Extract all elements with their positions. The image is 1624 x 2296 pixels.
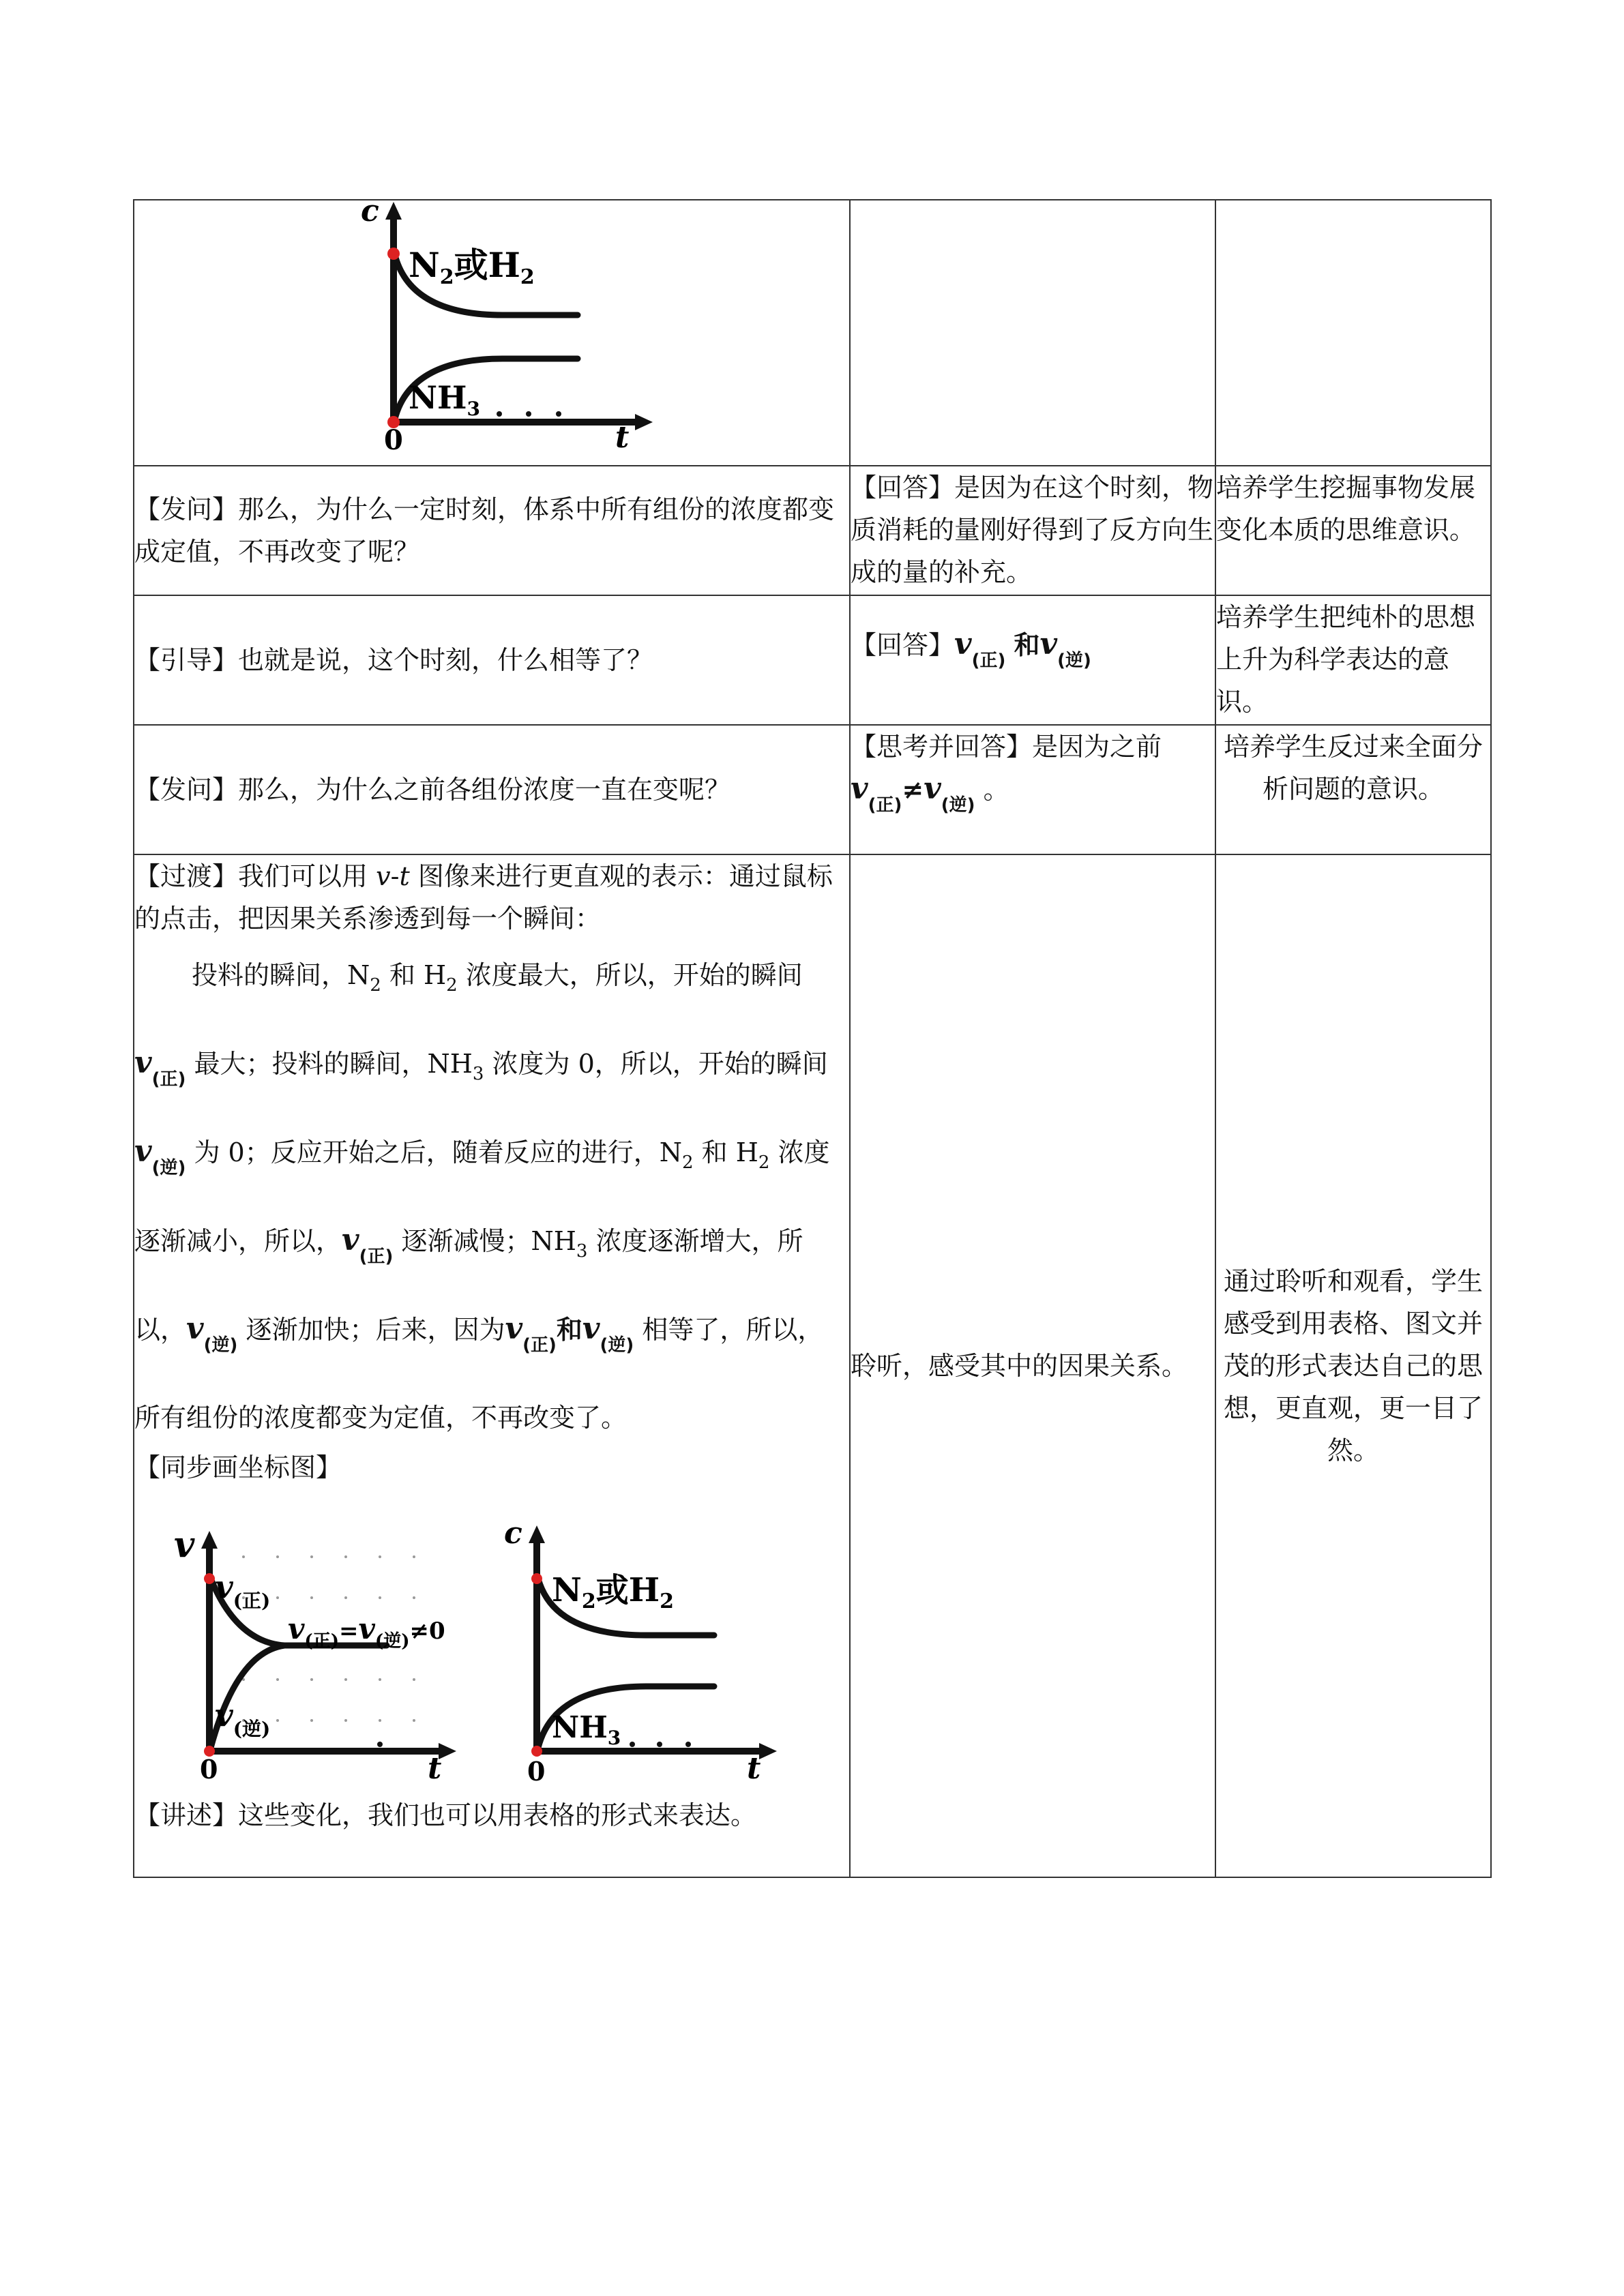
explain-paragraph: 【讲述】这些变化，我们也可以用表格的形式来表达。 [134, 1800, 757, 1830]
vt-forward-label: $v_{(正)}$ [215, 1568, 271, 1612]
vt-equilibrium-label: $v_{(正)}=v_{(逆)}\ne 0$ [288, 1612, 445, 1652]
teacher-cell [134, 854, 850, 1877]
rate-symbol: v [1039, 627, 1058, 661]
student-cell: 【回答】$v_{(正)}$ 和$v_{(逆)}$ [850, 595, 1215, 725]
ct-graph-small [489, 1516, 789, 1789]
transition-paragraph: 【过渡】我们可以用 v-t 图像来进行更直观的表示：通过鼠标的点击，把因果关系渗透到每一个瞬间： [134, 861, 833, 934]
ct-small-bottom-label: $NH_3$ [552, 1710, 621, 1749]
explanation-paragraph: 投料的瞬间，$N_2$ 和 $H_2$ 浓度最大，所以，开始的瞬间$v_{(正)}$ 最大；投料的瞬间，$NH_3$ 浓度为 0，所以，开始的瞬间$v_{(逆)}$ 为 0；反应开始之后，随着反应的进行，$N_2$ 和 $H_2$ 浓度逐渐减小，所以，$v_{(正)}$ 逐渐减慢；$NH_3$ 浓度逐渐增大，所以，$v_{(逆)}$ 逐渐加快；后来，因为$v_{(正)}$和$v_{(逆)}$ 相等了，所以，所有组份的浓度都变为定值，不再改变了。 [134, 960, 830, 1433]
rate-symbol: v [954, 627, 972, 661]
teacher-text: 那么，为什么之前各组份浓度一直在变呢？ [238, 775, 731, 805]
teacher-tag: 【引导】 [134, 645, 239, 675]
rate-symbol: v [851, 771, 868, 806]
ct-small-axis-y-label: c [504, 1516, 522, 1551]
teacher-tag: 【发问】 [134, 775, 239, 805]
table-row [134, 725, 1491, 854]
vt-origin-label: 0 [200, 1754, 218, 1785]
ct-small-axis-x-label: t [747, 1751, 761, 1786]
teacher-cell [134, 466, 850, 595]
table-row [134, 200, 1491, 466]
teacher-cell [134, 200, 850, 466]
teacher-cell [134, 725, 850, 854]
intent-cell: 通过聆听和观看，学生感受到用表格、图文并茂的形式表达自己的思想，更直观，更一目了然。 [1215, 854, 1491, 1877]
teacher-cell [134, 595, 850, 725]
ct-origin-label: 0 [384, 424, 403, 453]
vt-axis-y-label: v [174, 1524, 195, 1566]
student-cell: 聆听，感受其中的因果关系。 [850, 854, 1215, 1877]
ct-axis-x-label: t [615, 420, 630, 453]
ct-graph [346, 200, 660, 453]
intent-cell: 培养学生挖掘事物发展变化本质的思维意识。 [1215, 466, 1491, 595]
rate-symbol: v [924, 771, 941, 806]
intent-cell: 培养学生把纯朴的思想上升为科学表达的意识。 [1215, 595, 1491, 725]
ct-small-origin-label: 0 [527, 1756, 546, 1787]
ct-bottom-curve-label: $NH_3$ [409, 379, 480, 420]
lesson-plan-table [133, 199, 1492, 1878]
ct-top-curve-label: $N_2$或$H_2$ [409, 245, 535, 289]
ct-axis-y-label: c [361, 200, 379, 228]
intent-cell: 培养学生反过来全面分析问题的意识。 [1215, 725, 1491, 854]
ct-small-top-label: $N_2$或$H_2$ [552, 1571, 674, 1613]
student-cell: 【回答】是因为在这个时刻，物质消耗的量刚好得到了反方向生成的量的补充。 [850, 466, 1215, 595]
teacher-text: 那么，为什么一定时刻，体系中所有组份的浓度都变成定值，不再改变了呢？ [134, 494, 835, 567]
teacher-text: 也就是说，这个时刻，什么相等了？ [238, 645, 653, 675]
table-row [134, 466, 1491, 595]
student-cell: 【思考并回答】是因为之前$v_{(正)}\ne v_{(逆)}$ 。 [850, 725, 1215, 854]
figure-pair [134, 1516, 849, 1802]
vt-reverse-label: $v_{(逆)}$ [215, 1697, 271, 1740]
table-row [134, 595, 1491, 725]
vt-axis-x-label: t [428, 1751, 442, 1786]
vt-graph [162, 1516, 482, 1789]
draw-graph-tag: 【同步画坐标图】 [134, 1452, 342, 1482]
table-row [134, 854, 1491, 1877]
teacher-tag: 【发问】 [134, 494, 239, 524]
